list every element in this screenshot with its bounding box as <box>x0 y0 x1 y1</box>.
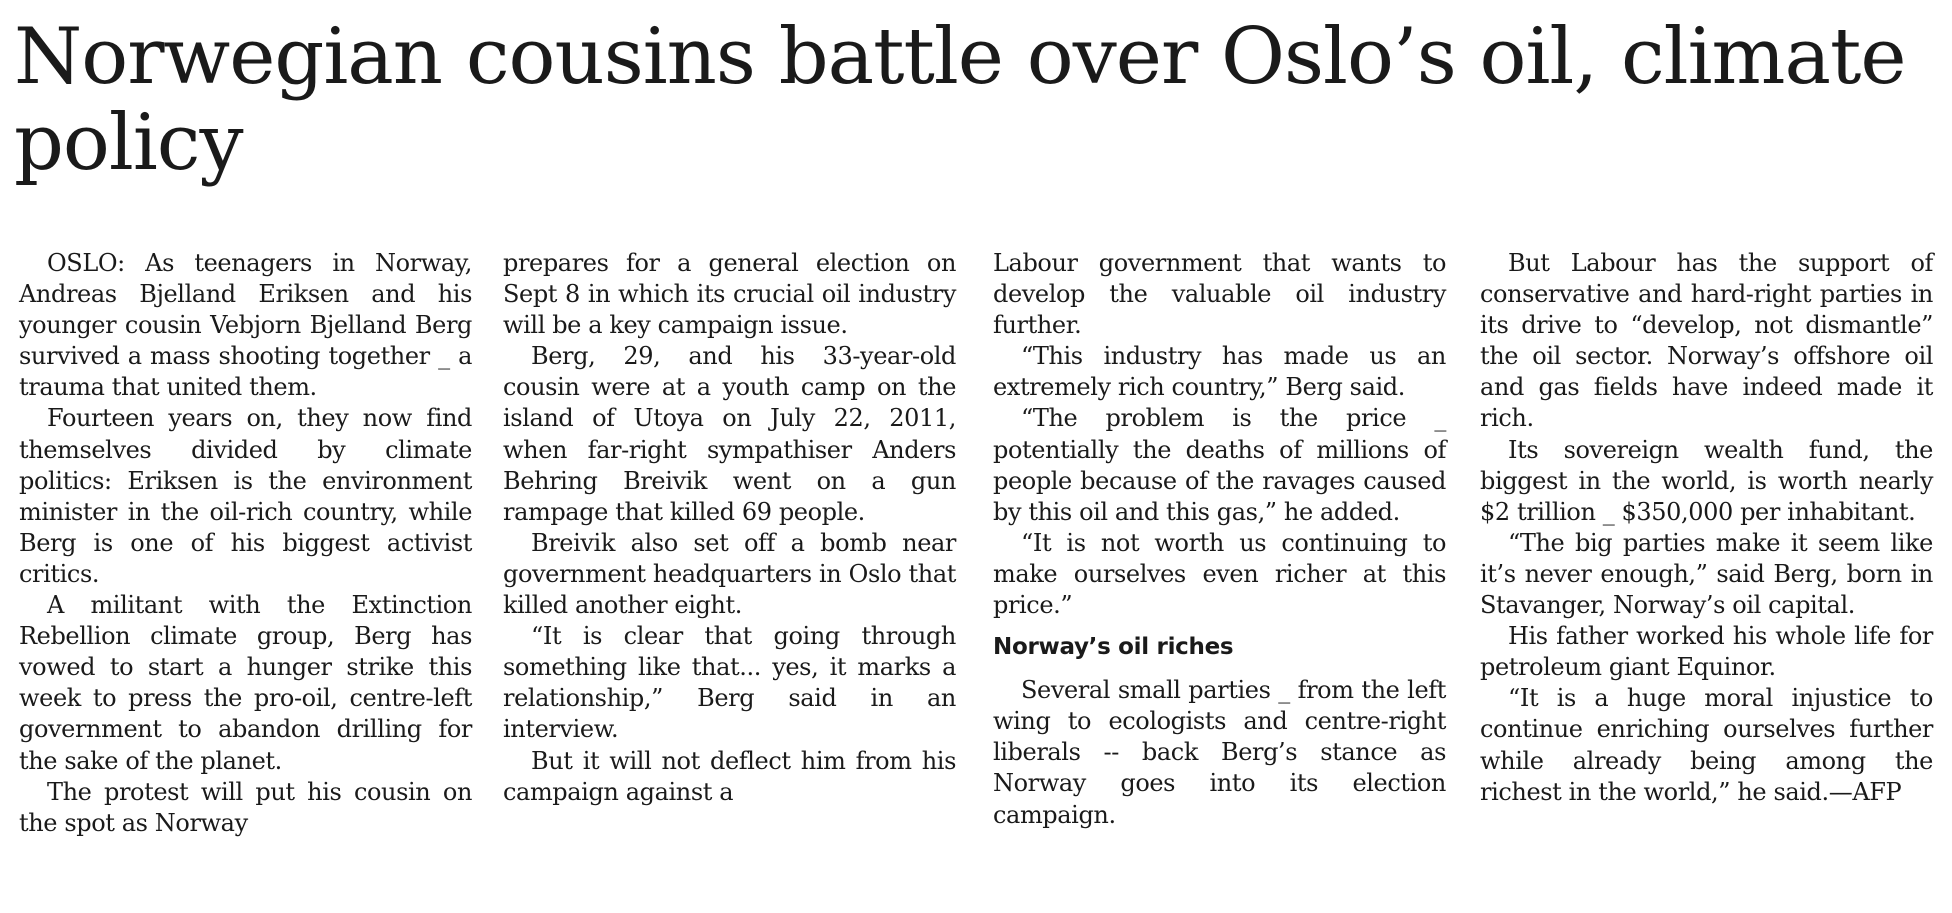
paragraph: “The problem is the price _ potentially the deaths of millions of people because of the ravages caused by this oil and this gas,” he added. <box>993 404 1446 526</box>
paragraph: Breivik also set off a bomb near government headquarters in Oslo that killed another eight. <box>503 528 956 620</box>
paragraph: “It is not worth us continuing to make ourselves even richer at this price.” <box>993 528 1446 620</box>
paragraph: “The big parties make it seem like it’s never enough,” said Berg, born in Stavanger, Norway’s oil capital. <box>1480 528 1933 620</box>
paragraph: Berg, 29, and his 33-year-old cousin were at a youth camp on the island of Utoya on July 22, 2011, when far-right sympathiser Anders Behring Breivik went on a gun rampage that killed 69 people. <box>503 342 956 526</box>
subheading: Norway’s oil riches <box>993 634 1234 661</box>
article-column-1 <box>19 248 472 839</box>
paragraph: A militant with the Extinction Rebellion climate group, Berg has vowed to start a hunger strike this week to press the pro-oil, centre-left government to abandon drilling for the sake of the planet. <box>19 591 472 775</box>
paragraph: But it will not deflect him from his campaign against a <box>503 746 956 806</box>
paragraph: Several small parties _ from the left wing to ecologists and centre-right liberals -- back Berg’s stance as Norway goes into its election campaign. <box>993 676 1446 829</box>
paragraph: Its sovereign wealth fund, the biggest in the world, is worth nearly $2 trillion _ $350,000 per inhabitant. <box>1480 435 1933 526</box>
headline: Norwegian cousins battle over Oslo’s oil, climate policy <box>14 12 1906 188</box>
paragraph: The protest will put his cousin on the spot as Norway <box>19 777 472 837</box>
paragraph: Fourteen years on, they now find themselves divided by climate politics: Eriksen is the environment minister in the oil-rich country, while Berg is one of his biggest activist critics. <box>19 404 472 588</box>
paragraph: “This industry has made us an extremely rich country,” Berg said. <box>993 342 1446 402</box>
article-column-4 <box>1480 248 1933 808</box>
paragraph: But Labour has the support of conservative and hard-right parties in its drive to “develop, not dismantle” the oil sector. Norway’s offshore oil and gas fields have indeed made it rich. <box>1480 249 1933 433</box>
article-column-2 <box>503 248 956 808</box>
paragraph: “It is clear that going through something like that... yes, it marks a relationship,” Berg said in an interview. <box>503 622 956 744</box>
paragraph: Labour government that wants to develop the valuable oil industry further. <box>993 249 1446 340</box>
paragraph: prepares for a general election on Sept 8 in which its crucial oil industry will be a key campaign issue. <box>503 249 956 340</box>
paragraph: “It is a huge moral injustice to continue enriching ourselves further while already being among the richest in the world,” he said.—AFP <box>1480 684 1933 806</box>
paragraph: His father worked his whole life for petroleum giant Equinor. <box>1480 622 1933 682</box>
article-column-3 <box>993 248 1446 831</box>
paragraph: OSLO: As teenagers in Norway, Andreas Bjelland Eriksen and his younger cousin Vebjorn Bjelland Berg survived a mass shooting together _ a trauma that united them. <box>19 249 472 402</box>
